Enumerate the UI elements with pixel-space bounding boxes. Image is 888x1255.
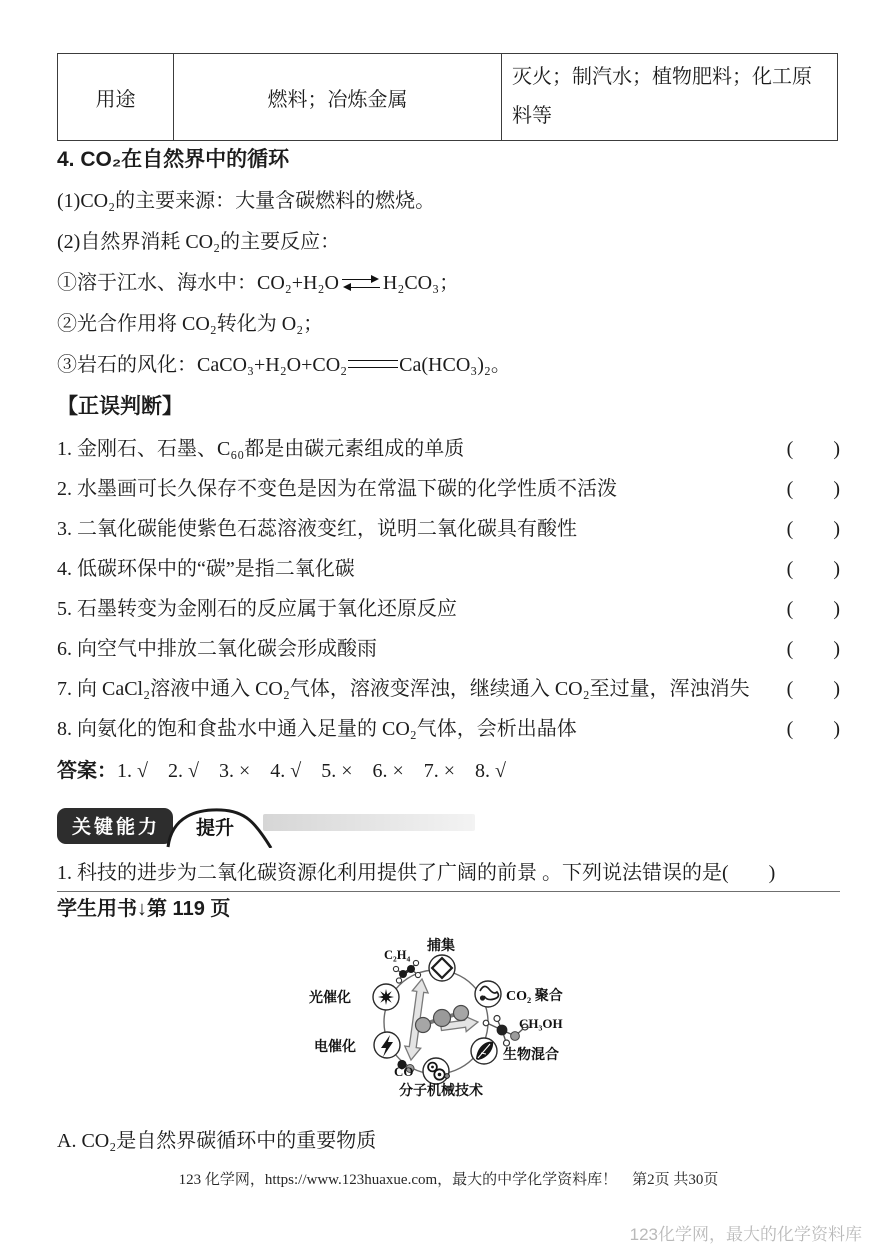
badge-label-primary: 关键能力 xyxy=(57,808,173,844)
judgment-item-text: 4. 低碳环保中的“碳”是指二氧化碳 xyxy=(57,558,355,580)
judgment-item xyxy=(57,516,840,542)
label-electrocatalysis: 电催化 xyxy=(314,1040,356,1055)
judgment-item-parentheses: ( ) xyxy=(786,558,840,580)
judgment-item-parentheses: ( ) xyxy=(786,518,840,540)
equation-3-left: ③岩石的风化：CaCO₃+H₂O+CO₂ xyxy=(57,354,348,376)
sunburst-icon xyxy=(378,989,394,1005)
judgment-item-text: 8. 向氨化的饱和食盐水中通入足量的 CO₂气体，会析出晶体 xyxy=(57,718,577,740)
judgment-item xyxy=(57,716,840,742)
judgment-item-parentheses: ( ) xyxy=(786,478,840,500)
label-co2-polymer: CO₂ 聚合 xyxy=(506,989,563,1004)
section-heading: 4. CO₂在自然界中的循环 xyxy=(57,148,290,171)
equation-1-left: ①溶于江水、海水中：CO₂+H₂O xyxy=(57,272,339,294)
label-molecular-machine: 分子机械技术 xyxy=(399,1084,483,1099)
table-cell-co2-uses: 灭火；制汽水；植物肥料；化工原料等 xyxy=(502,54,838,141)
badge-strip xyxy=(263,814,475,831)
table-row xyxy=(58,54,838,141)
uses-table xyxy=(57,53,838,141)
label-photocatalysis: 光催化 xyxy=(309,991,351,1006)
judgment-item xyxy=(57,596,840,622)
judgment-item xyxy=(57,436,840,462)
equation-1 xyxy=(57,270,840,296)
equation-2: ②光合作用将 CO₂转化为 O₂； xyxy=(57,313,324,335)
paragraph-co2-consumption: (2)自然界消耗 CO₂的主要反应： xyxy=(57,231,341,253)
judgment-item-text: 7. 向 CaCl₂溶液中通入 CO₂气体，溶液变浑浊，继续通入 CO₂至过量，浑浊消失 xyxy=(57,678,750,700)
label-c2h4: C₂H₄ xyxy=(384,948,411,962)
table-cell-carbon-uses: 燃料；冶炼金属 xyxy=(174,54,502,141)
answers-line xyxy=(57,758,840,784)
equation-3-right: Ca(HCO₃)₂。 xyxy=(399,354,511,376)
judgment-item-text: 6. 向空气中排放二氧化碳会形成酸雨 xyxy=(57,638,377,660)
watermark: 123化学网，最大的化学资料库 xyxy=(629,1225,862,1244)
label-ch3oh: CH₃OH xyxy=(519,1016,563,1031)
judgment-item-parentheses: ( ) xyxy=(786,638,840,660)
judgment-item xyxy=(57,636,840,662)
reversible-arrow-icon xyxy=(341,275,381,291)
judgment-item-text: 5. 石墨转变为金刚石的反应属于氧化还原反应 xyxy=(57,598,457,620)
judgment-item xyxy=(57,556,840,582)
judgment-item-parentheses: ( ) xyxy=(786,438,840,460)
question-1: 1. 科技的进步为二氧化碳资源化利用提供了广阔的前景 。下列说法错误的是( ) xyxy=(57,862,776,884)
label-bio-hybrid: 生物混合 xyxy=(503,1048,559,1063)
judgment-item-parentheses: ( ) xyxy=(786,678,840,700)
judgment-item-text: 1. 金刚石、石墨、C₆₀都是由碳元素组成的单质 xyxy=(57,438,465,460)
c2h4-molecule-icon xyxy=(393,960,420,983)
judgment-item-parentheses: ( ) xyxy=(786,598,840,620)
badge-label-secondary: 提升 xyxy=(165,806,277,848)
equation-1-right: H₂CO₃； xyxy=(382,272,460,294)
page-footer: 123 化学网，https://www.123huaxue.com，最大的中学化学资料库！ 第2页 共30页 xyxy=(178,1172,719,1188)
label-co: CO xyxy=(394,1064,414,1079)
answers-label: 答案： xyxy=(57,760,117,782)
equals-sign-icon xyxy=(348,360,398,368)
co2-utilization-diagram xyxy=(289,932,589,1114)
student-book-reference: 学生用书↓第 119 页 xyxy=(57,898,231,920)
divider xyxy=(57,891,840,892)
judgment-item-parentheses: ( ) xyxy=(786,718,840,740)
equation-3 xyxy=(57,352,840,378)
table-cell-label: 用途 xyxy=(58,54,174,141)
judgment-heading: 【正误判断】 xyxy=(57,395,183,418)
judgment-item-text: 3. 二氧化碳能使紫色石蕊溶液变红，说明二氧化碳具有酸性 xyxy=(57,518,577,540)
judgment-item xyxy=(57,476,840,502)
judgment-item-text: 2. 水墨画可长久保存不变色是因为在常温下碳的化学性质不活泼 xyxy=(57,478,617,500)
answers-values: 1. √ 2. √ 3. × 4. √ 5. × 6. × 7. × 8. √ xyxy=(117,760,507,782)
section-badge xyxy=(57,806,840,842)
paragraph-co2-source: (1)CO₂的主要来源：大量含碳燃料的燃烧。 xyxy=(57,190,436,212)
judgment-item xyxy=(57,676,840,702)
option-a: A. CO₂是自然界碳循环中的重要物质 xyxy=(57,1130,377,1152)
label-capture: 捕集 xyxy=(427,939,455,954)
